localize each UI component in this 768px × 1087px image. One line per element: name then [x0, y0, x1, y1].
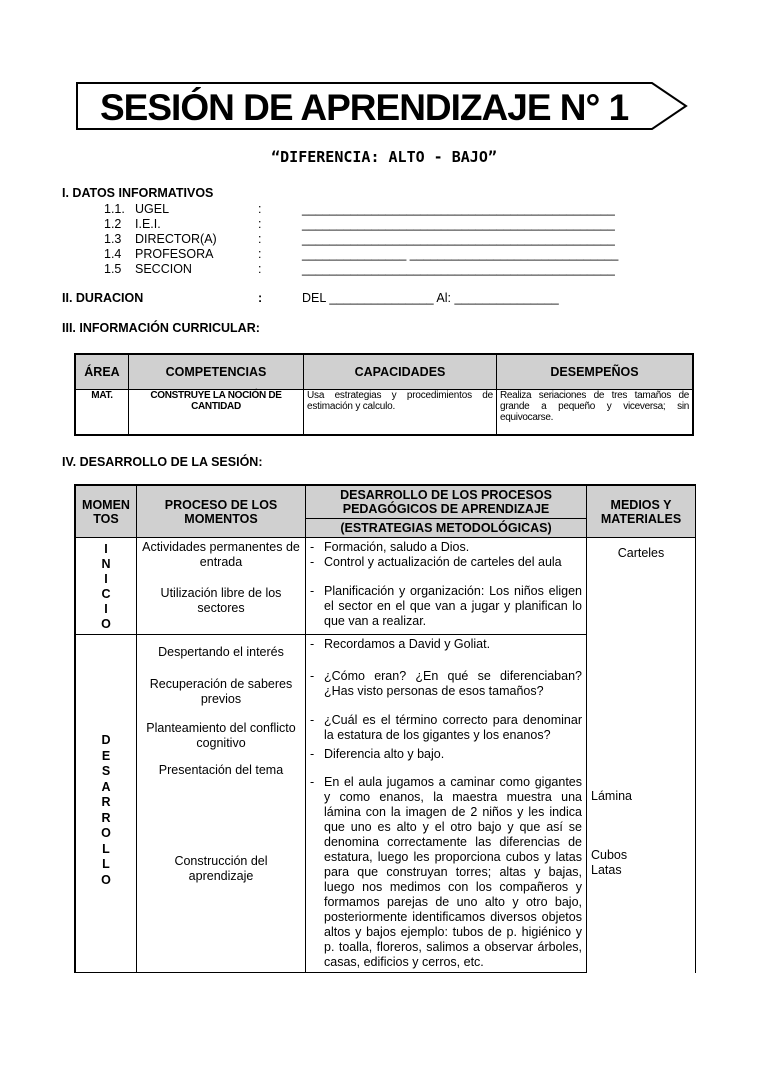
medio-cubos: Cubos — [591, 847, 628, 862]
cell-competencia: CONSTRUYE LA NOCIÓN DE CANTIDAD — [129, 390, 304, 436]
moment-letter: R — [101, 810, 111, 825]
header-desarrollo-subtitle: (ESTRATEGIAS METODOLÓGICAS) — [306, 518, 586, 537]
moment-desarrollo-letters — [80, 733, 132, 888]
datos-label: I.E.I. — [135, 217, 161, 231]
list-item: - ¿Cuál es el término correcto para denominar la estatura de los gigantes y los enanos? — [310, 713, 582, 742]
datos-value: _____________________________________________ — [302, 202, 615, 216]
list-item: - ¿Cómo eran? ¿En qué se diferenciaban? ¿Has visto personas de esos tamaños? — [310, 669, 582, 698]
curricular-heading: III. INFORMACIÓN CURRICULAR: — [62, 321, 260, 335]
datos-colon: : — [258, 247, 262, 261]
header-competencias: COMPETENCIAS — [129, 354, 304, 390]
proceso-desarrollo — [137, 635, 306, 973]
proceso-actividades: Actividades permanentes de entrada — [142, 540, 300, 569]
moment-inicio — [75, 538, 137, 635]
moment-letter: L — [102, 857, 110, 871]
medio-lamina: Lámina — [591, 788, 632, 803]
duracion-value: DEL _______________ Al: _______________ — [302, 291, 559, 305]
datos-value: _____________________________________________ — [302, 217, 615, 231]
moment-inicio-letters — [80, 542, 132, 632]
list-item: - Control y actualización de carteles del aula — [310, 555, 562, 569]
page-title: SESIÓN DE APRENDIZAJE N° 1 — [100, 87, 629, 128]
desarrollo-table — [74, 484, 696, 973]
header-capacidades: CAPACIDADES — [304, 354, 497, 390]
curricular-table — [74, 353, 694, 436]
estrategias-inicio — [306, 538, 587, 635]
datos-colon: : — [258, 232, 262, 246]
moment-letter: O — [101, 617, 111, 631]
datos-row — [62, 232, 662, 247]
cell-area: MAT. — [75, 390, 129, 436]
datos-value: _____________________________________________ — [302, 262, 615, 276]
datos-num: 1.5 — [104, 262, 122, 276]
header-medios: MEDIOS Y MATERIALES — [587, 485, 696, 538]
datos-colon: : — [258, 262, 262, 276]
header-proceso: PROCESO DE LOS MOMENTOS — [137, 485, 306, 538]
proceso-despertando: Despertando el interés — [158, 645, 284, 659]
list-item: - Planificación y organización: Los niños eligen el sector en el que van a jugar y planifican lo que van a realizar. — [310, 584, 582, 628]
datos-row — [62, 217, 662, 232]
desarrollo-heading: IV. DESARROLLO DE LA SESIÓN: — [62, 455, 263, 469]
moment-letter: D — [101, 733, 111, 747]
header-area: ÁREA — [75, 354, 129, 390]
proceso-construccion: Construcción del aprendizaje — [174, 854, 268, 883]
moment-letter: L — [102, 841, 110, 856]
header-momentos: MOMEN TOS — [75, 485, 137, 538]
medio-latas: Latas — [591, 862, 622, 877]
moment-letter: I — [104, 572, 108, 586]
datos-row — [62, 247, 662, 262]
duracion-heading: II. DURACION — [62, 291, 144, 305]
datos-row — [62, 262, 662, 277]
cell-capacidad: Usa estrategias y procedimientos de estimación y calculo. — [304, 390, 497, 436]
datos-label: UGEL — [135, 202, 170, 216]
moment-letter: E — [101, 748, 111, 763]
datos-label: DIRECTOR(A) — [135, 232, 217, 246]
moment-letter: I — [104, 542, 108, 556]
datos-row — [62, 202, 662, 217]
proceso-utilizacion: Utilización libre de los sectores — [160, 586, 282, 615]
datos-colon: : — [258, 217, 262, 231]
datos-num: 1.2 — [104, 217, 122, 231]
moment-letter: R — [101, 795, 111, 809]
medio-carteles: Carteles — [587, 538, 696, 635]
list-item: - En el aula jugamos a caminar como gigantes y como enanos, la maestra muestra una lámina con la imagen de 2 niños y les indica que uno es alto y el otro bajo y que así se denomina correctamente las diferencias de estatura, luego les proporciona cubos y latas para que construyan torres; altas y bajas, luego nos medimos con los compañeros y formamos parejas de uno alto y otro bajo, posteriormente identificamos diversos objetos altos y bajos ejemplo: tubos de p. higiénico y p. toalla, floreros, salimos a observar árboles, casas, edificios y cerros, etc. — [310, 775, 582, 969]
medios-desarrollo — [587, 635, 696, 973]
duracion-colon: : — [258, 291, 263, 305]
proceso-planteamiento: Planteamiento del conflicto cognitivo — [146, 721, 296, 750]
datos-num: 1.3 — [104, 232, 122, 246]
list-item: - Recordamos a David y Goliat. — [310, 637, 491, 651]
moment-desarrollo — [75, 635, 137, 973]
proceso-presentacion: Presentación del tema — [158, 763, 284, 777]
datos-num: 1.4 — [104, 247, 122, 261]
moment-letter: N — [101, 557, 111, 571]
estrategias-desarrollo — [306, 635, 587, 973]
datos-num: 1.1. — [104, 202, 125, 216]
moment-letter: S — [101, 764, 111, 778]
datos-heading: I. DATOS INFORMATIVOS — [62, 186, 214, 200]
moment-letter: C — [101, 587, 111, 601]
datos-colon: : — [258, 202, 262, 216]
moment-letter: O — [101, 872, 111, 887]
proceso-inicio — [137, 538, 306, 635]
datos-label: PROFESORA — [135, 247, 214, 261]
datos-label: SECCION — [135, 262, 192, 276]
proceso-recuperacion: Recuperación de saberes previos — [149, 677, 293, 706]
cell-desempeno: Realiza seriaciones de tres tamaños de grande a pequeño y viceversa; sin equivocarse. — [497, 390, 694, 436]
moment-letter: O — [101, 826, 111, 840]
session-subtitle: “DIFERENCIA: ALTO - BAJO” — [271, 148, 497, 166]
list-item: - Diferencia alto y bajo. — [310, 747, 445, 761]
datos-value: _______________ ______________________________ — [302, 247, 619, 261]
datos-list — [62, 202, 662, 277]
list-item: - Formación, saludo a Dios. — [310, 540, 470, 554]
header-desarrollo — [306, 485, 587, 538]
header-desarrollo-title: DESARROLLO DE LOS PROCESOS PEDAGÓGICOS DE APRENDIZAJE — [340, 488, 552, 516]
moment-letter: I — [104, 602, 108, 616]
moment-letter: A — [101, 779, 111, 794]
header-desempenos: DESEMPEÑOS — [497, 354, 694, 390]
datos-value: _____________________________________________ — [302, 232, 615, 246]
